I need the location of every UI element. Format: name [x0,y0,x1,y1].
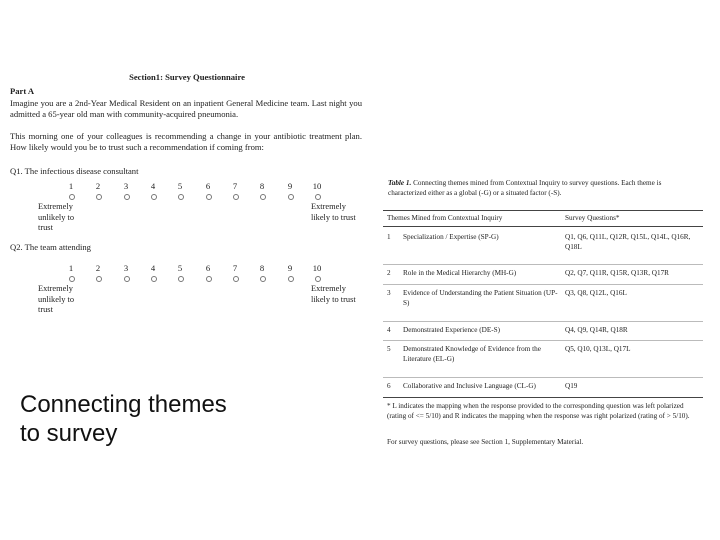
intro-paragraph: Imagine you are a 2nd-Year Medical Resident on an inpatient General Medicine team. Last night you admitted a 65-year old man with community-acquired pneumonia. [10,98,362,119]
row-theme: Collaborative and Inclusive Language (CL-G) [403,382,536,390]
scale-number: 2 [95,263,101,273]
table-top-rule [383,210,703,211]
table-bottom-rule [383,397,703,398]
header-themes: Themes Mined from Contextual Inquiry [387,214,503,222]
radio-option[interactable] [206,194,212,200]
row-questions: Q5, Q10, Q13L, Q17L [565,345,631,353]
scale-number: 1 [68,181,74,191]
likert-scale-q2 [66,263,328,275]
row-theme: Demonstrated Knowledge of Evidence from the Literature (EL-G) [403,345,541,363]
radio-option[interactable] [315,194,321,200]
scale-number: 7 [232,181,238,191]
table-caption [388,179,700,198]
scale-number: 2 [95,181,101,191]
radio-option[interactable] [260,276,266,282]
row-theme: Demonstrated Experience (DE-S) [403,326,500,334]
radio-option[interactable] [96,194,102,200]
caption-line: to survey [20,420,118,447]
row-number: 3 [387,289,391,297]
radio-option[interactable] [288,276,294,282]
anchor-low-q2: Extremely unlikely to trust [38,284,75,314]
row-divider [383,264,703,265]
question-2: Q2. The team attending [10,242,91,252]
radio-option[interactable] [96,276,102,282]
scale-number: 8 [259,263,265,273]
anchor-low-q1: Extremely unlikely to trust [38,202,75,232]
row-theme: Evidence of Understanding the Patient Situation (UP-S) [403,289,558,307]
scale-number: 5 [177,181,183,191]
scale-number: 3 [123,263,129,273]
themes-table-panel [383,176,703,456]
row-number: 1 [387,233,391,241]
row-questions: Q1, Q6, Q11L, Q12R, Q15L, Q14L, Q16R, Q18L [565,233,691,251]
caption-line: Connecting themes [20,391,227,418]
row-divider [383,321,703,322]
row-number: 5 [387,345,391,353]
anchor-high-q1: Extremely likely to trust [311,202,356,222]
row-number: 2 [387,269,391,277]
radio-option[interactable] [206,276,212,282]
part-label: Part A [10,86,35,96]
scale-number: 6 [205,181,211,191]
radio-option[interactable] [124,276,130,282]
table-caption-text: Connecting themes mined from Contextual Inquiry to survey questions. Each theme is characterized either as a global (-G) or a situated factor (-S). [388,179,662,197]
scale-number: 3 [123,181,129,191]
row-number: 4 [387,326,391,334]
scale-number: 9 [287,263,293,273]
scale-number: 8 [259,181,265,191]
radio-row-q2 [66,276,328,286]
radio-option[interactable] [151,194,157,200]
question-1: Q1. The infectious disease consultant [10,166,139,176]
likert-scale-q1 [66,181,328,193]
row-questions: Q4, Q9, Q14R, Q18R [565,326,628,334]
prompt-paragraph: This morning one of your colleagues is recommending a change in your antibiotic treatment plan. How likely would you be to trust such a recommendation if coming from: [10,131,362,152]
table-footnote-reference: For survey questions, please see Section 1, Supplementary Material. [387,438,584,446]
scale-number: 1 [68,263,74,273]
row-number: 6 [387,382,391,390]
table-caption-label: Table 1. [388,179,412,187]
radio-option[interactable] [178,276,184,282]
row-theme: Role in the Medical Hierarchy (MH-G) [403,269,517,277]
radio-option[interactable] [69,194,75,200]
row-divider [383,340,703,341]
radio-option[interactable] [233,194,239,200]
radio-option[interactable] [233,276,239,282]
survey-questionnaire-document [6,66,368,342]
radio-option[interactable] [69,276,75,282]
radio-option[interactable] [124,194,130,200]
slide-caption [20,390,227,448]
scale-number: 4 [150,181,156,191]
radio-option[interactable] [151,276,157,282]
scale-number: 4 [150,263,156,273]
row-theme: Specialization / Expertise (SP-G) [403,233,499,241]
scale-number: 9 [287,181,293,191]
header-survey-questions: Survey Questions* [565,214,620,222]
radio-option[interactable] [288,194,294,200]
section-title: Section1: Survey Questionnaire [129,72,245,82]
scale-number: 6 [205,263,211,273]
header-rule [383,226,703,227]
scale-number: 5 [177,263,183,273]
scale-number: 10 [312,263,322,273]
radio-option[interactable] [260,194,266,200]
row-questions: Q2, Q7, Q11R, Q15R, Q13R, Q17R [565,269,669,277]
row-questions: Q3, Q8, Q12L, Q16L [565,289,627,297]
row-divider [383,284,703,285]
radio-option[interactable] [178,194,184,200]
row-questions: Q19 [565,382,578,390]
radio-row-q1 [66,194,328,204]
row-divider [383,377,703,378]
table-footnote: * L indicates the mapping when the response provided to the corresponding question was left polarized (rating of <= 5/10) and R indicates the mapping when the response was right polarized (rating of > 5/10). [387,402,690,420]
scale-number: 7 [232,263,238,273]
anchor-high-q2: Extremely likely to trust [311,284,356,304]
radio-option[interactable] [315,276,321,282]
scale-number: 10 [312,181,322,191]
